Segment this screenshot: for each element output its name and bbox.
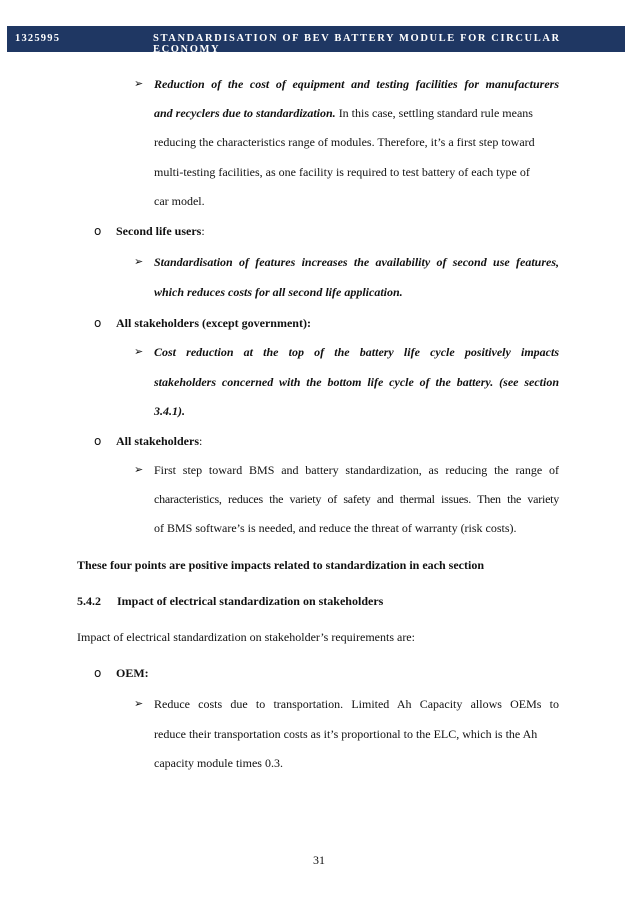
oem-heading: OEM: <box>116 666 149 680</box>
summary-text: These four points are positive impacts related to standardization in each section <box>77 558 484 572</box>
arrow-bullet-icon: ➢ <box>134 463 144 476</box>
oem-item-line1: Reduce costs due to transportation. Limited Ah Capacity allows OEMs to <box>154 697 559 711</box>
second-life-item-line1: Standardisation of features increases the availability of second use features, <box>154 255 559 269</box>
header-title: STANDARDISATION OF BEV BATTERY MODULE FOR CIRCULAR ECONOMY <box>153 33 561 55</box>
item1-line2: and recyclers due to standardization. In this case, settling standard rule means <box>154 106 533 120</box>
oem-item-line2: reduce their transportation costs as it’s proportional to the ELC, which is the Ah <box>154 727 538 741</box>
oem-item-line3: capacity module times 0.3. <box>154 756 283 770</box>
item1-line4: multi-testing facilities, as one facility is required to test battery of each type of <box>154 165 530 179</box>
running-header <box>7 26 625 55</box>
circle-bullet-icon: o <box>94 224 102 238</box>
page-number: 31 <box>313 853 325 867</box>
all-except-gov-item-line3: 3.4.1). <box>154 404 185 418</box>
second-life-item-line2: which reduces costs for all second life application. <box>154 285 403 299</box>
all-stakeholders-item-line3: of BMS software’s is needed, and reduce the threat of warranty (risk costs). <box>154 521 517 535</box>
arrow-bullet-icon: ➢ <box>134 77 144 90</box>
all-stakeholders-item-line2: characteristics, reduces the variety of safety and thermal issues. Then the variety <box>154 492 559 506</box>
arrow-bullet-icon: ➢ <box>134 697 144 710</box>
all-except-gov-heading: All stakeholders (except government): <box>116 316 311 330</box>
all-except-gov-item-line1: Cost reduction at the top of the battery life cycle positively impacts <box>154 345 559 359</box>
all-except-gov-item-line2: stakeholders concerned with the bottom life cycle of the battery. (see section <box>154 375 559 389</box>
item1-line1: Reduction of the cost of equipment and testing facilities for manufacturers <box>154 77 559 91</box>
intro-text: Impact of electrical standardization on stakeholder’s requirements are: <box>77 630 415 644</box>
circle-bullet-icon: o <box>94 666 102 680</box>
section-heading: 5.4.2 Impact of electrical standardization on stakeholders <box>77 594 384 608</box>
item1-line5: car model. <box>154 194 205 208</box>
circle-bullet-icon: o <box>94 434 102 448</box>
arrow-bullet-icon: ➢ <box>134 345 144 358</box>
all-stakeholders-heading: All stakeholders: <box>116 434 203 448</box>
item1-line3: reducing the characteristics range of modules. Therefore, it’s a first step toward <box>154 135 535 149</box>
circle-bullet-icon: o <box>94 316 102 330</box>
all-stakeholders-item-line1: First step toward BMS and battery standardization, as reducing the range of <box>154 463 559 477</box>
student-id: 1325995 <box>15 33 61 44</box>
arrow-bullet-icon: ➢ <box>134 255 144 268</box>
second-life-heading: Second life users: <box>116 224 205 238</box>
